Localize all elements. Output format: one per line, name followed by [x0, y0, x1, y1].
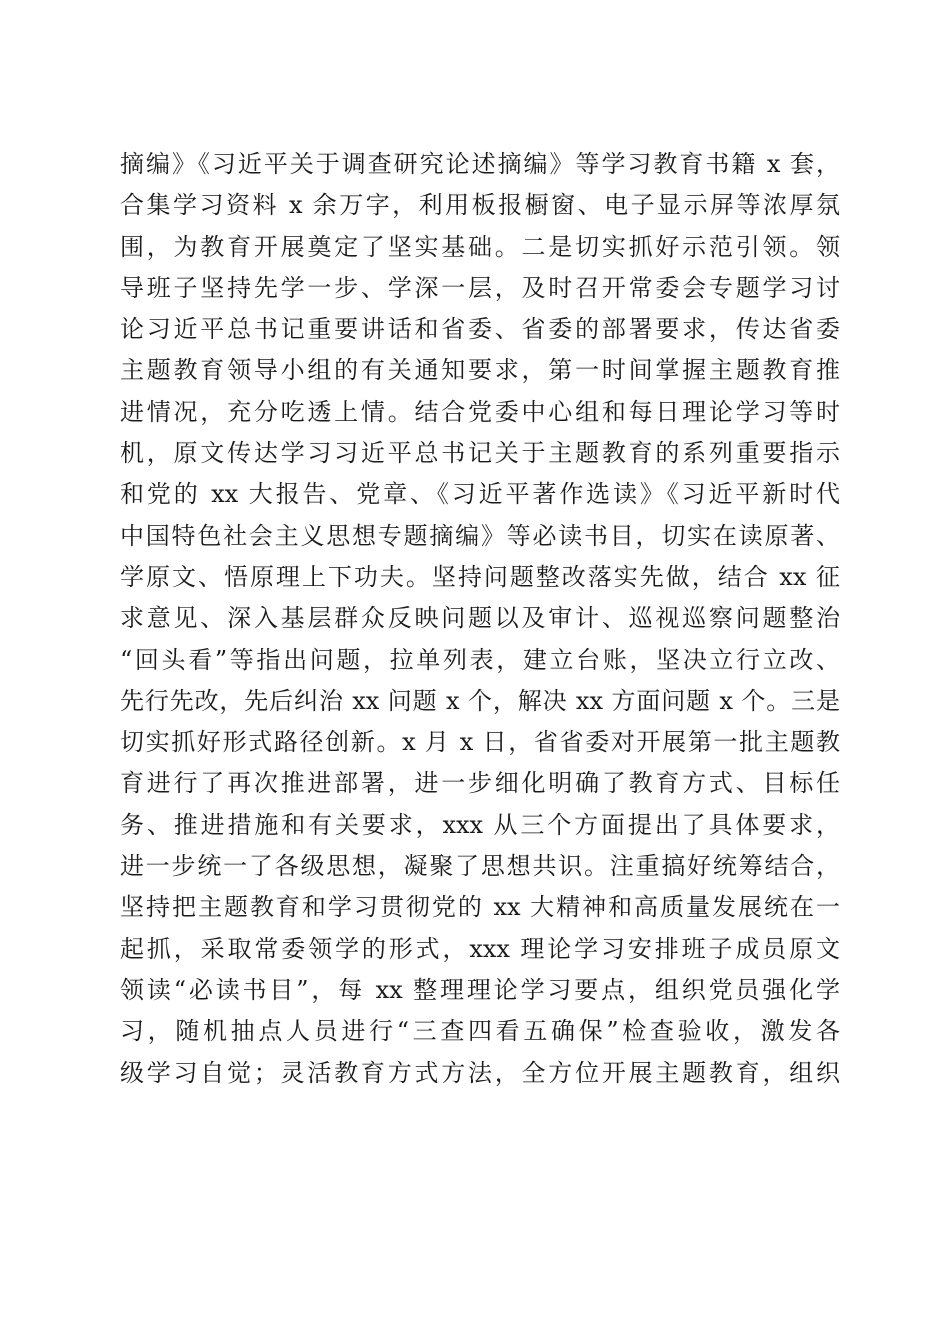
text-line: 主题教育领导小组的有关通知要求，第一时间掌握主题教育推 [120, 356, 840, 385]
text-line: 论习近平总书记重要讲话和省委、省委的部署要求，传达省委 [120, 315, 840, 344]
text-line: 务、推进措施和有关要求，xxx 从三个方面提出了具体要求， [120, 810, 840, 839]
text-line: 先行先改，先后纠治 xx 问题 x 个，解决 xx 方面问题 x 个。三是 [120, 686, 840, 715]
text-line: 求意见、深入基层群众反映问题以及审计、巡视巡察问题整治 [120, 604, 840, 633]
text-line: 中国特色社会主义思想专题摘编》等必读书目，切实在读原著、 [120, 521, 840, 550]
text-line: “回头看”等指出问题，拉单列表，建立台账，坚决立行立改、 [120, 645, 840, 674]
text-line: 进情况，充分吃透上情。结合党委中心组和每日理论学习等时 [120, 397, 840, 426]
text-line: 摘编》《习近平关于调查研究论述摘编》等学习教育书籍 x 套， [120, 150, 840, 178]
text-line: 导班子坚持先学一步、学深一层，及时召开常委会专题学习讨 [120, 273, 840, 302]
text-line: 进一步统一了各级思想，凝聚了思想共识。注重搞好统筹结合， [120, 852, 840, 881]
text-line: 坚持把主题教育和学习贯彻党的 xx 大精神和高质量发展统在一 [120, 893, 840, 922]
body-text [120, 144, 840, 1094]
text-line: 级学习自觉；灵活教育方式方法，全方位开展主题教育，组织 [120, 1058, 840, 1087]
text-line: 切实抓好形式路径创新。x 月 x 日，省省委对开展第一批主题教 [120, 728, 840, 757]
text-line: 合集学习资料 x 余万字，利用板报橱窗、电子显示屏等浓厚氛 [120, 191, 840, 220]
text-line: 育进行了再次推进部署，进一步细化明确了教育方式、目标任 [120, 769, 840, 798]
text-line: 习，随机抽点人员进行“三查四看五确保”检查验收，激发各 [120, 1017, 840, 1046]
text-line: 领读“必读书目”，每 xx 整理理论学习要点，组织党员强化学 [120, 975, 840, 1004]
text-line: 围，为教育开展奠定了坚实基础。二是切实抓好示范引领。领 [120, 232, 840, 261]
text-line: 和党的 xx 大报告、党章、《习近平著作选读》《习近平新时代 [120, 480, 840, 509]
text-line: 学原文、悟原理上下功夫。坚持问题整改落实先做，结合 xx 征 [120, 562, 840, 591]
text-line: 起抓，采取常委领学的形式，xxx 理论学习安排班子成员原文 [120, 934, 840, 963]
text-line: 机，原文传达学习习近平总书记关于主题教育的系列重要指示 [120, 439, 840, 468]
